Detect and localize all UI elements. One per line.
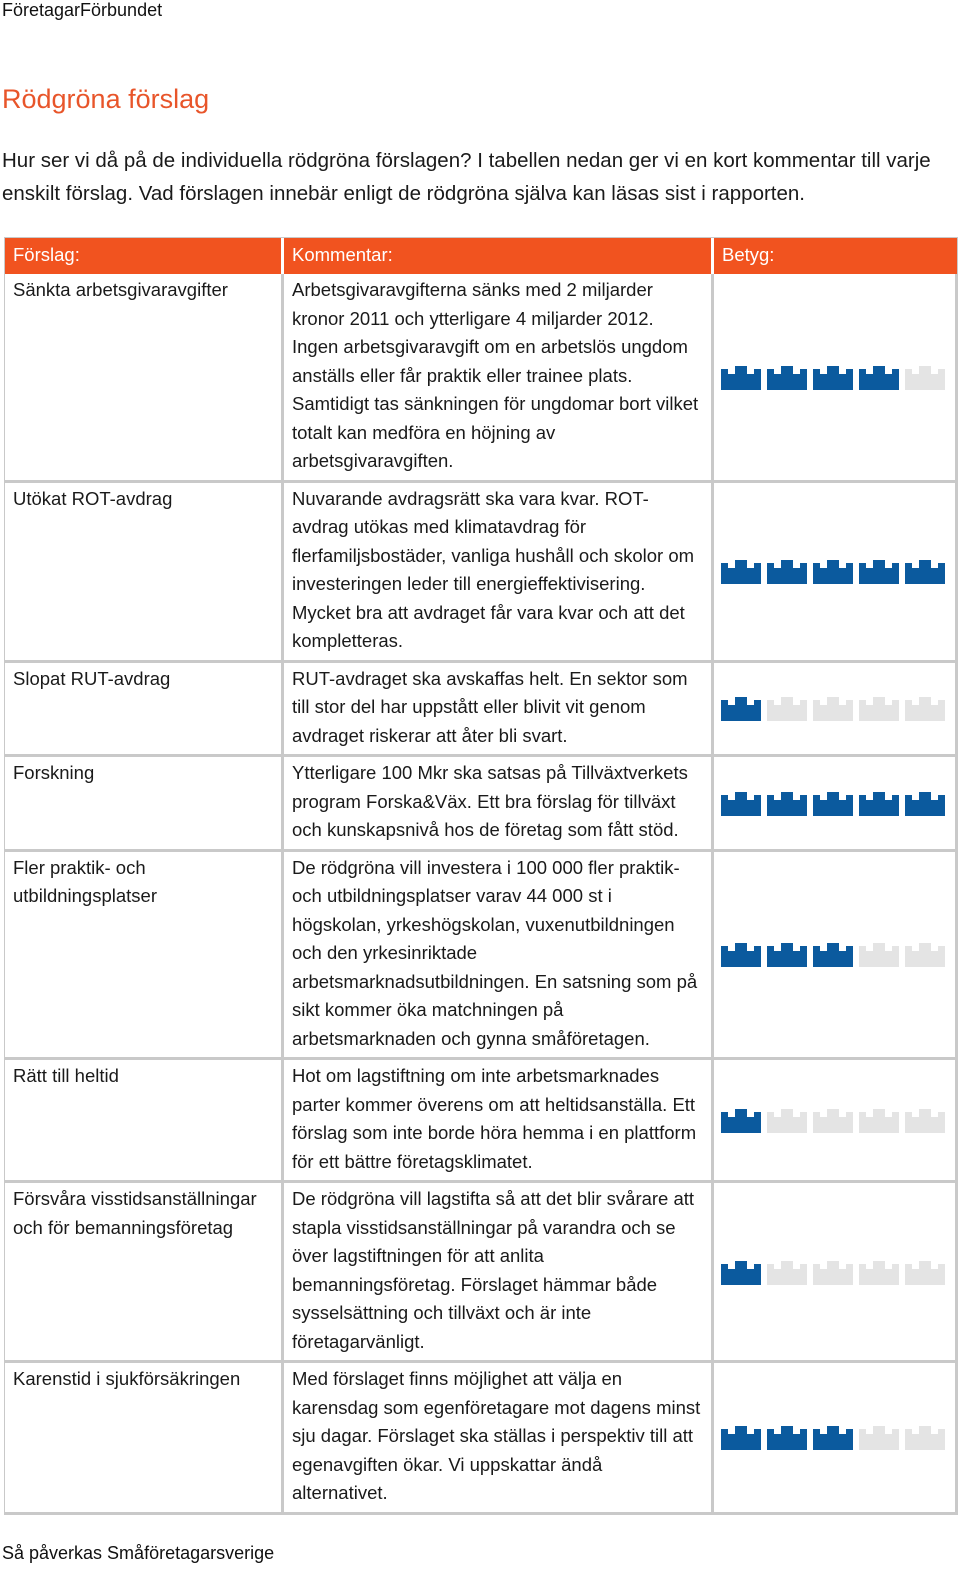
- crown-empty-icon: [812, 694, 854, 722]
- rating-cell: [714, 274, 958, 483]
- crown-filled-icon: [858, 557, 900, 585]
- crown-filled-icon: [766, 789, 808, 817]
- crown-empty-icon: [766, 1106, 808, 1134]
- rating-cell: [714, 663, 958, 758]
- header-proposal: Förslag:: [5, 238, 284, 274]
- proposal-cell: Rätt till heltid: [5, 1060, 284, 1183]
- crown-empty-icon: [904, 1106, 946, 1134]
- crown-filled-icon: [812, 940, 854, 968]
- crown-filled-icon: [720, 1106, 762, 1134]
- footer-text: Så påverkas Småföretagarsverige: [2, 1543, 275, 1563]
- crown-empty-icon: [904, 363, 946, 391]
- crown-filled-icon: [766, 557, 808, 585]
- crown-filled-icon: [720, 363, 762, 391]
- crown-filled-icon: [766, 940, 808, 968]
- comment-cell: RUT-avdraget ska avskaffas helt. En sektor som till stor del har uppstått eller blivit vit genom avdraget riskerar att åter bli svart.: [284, 663, 714, 758]
- crown-filled-icon: [720, 694, 762, 722]
- crown-empty-icon: [904, 694, 946, 722]
- section-title: Rödgröna förslag: [2, 84, 210, 114]
- crown-empty-icon: [858, 940, 900, 968]
- crown-rating: [720, 940, 946, 968]
- crown-filled-icon: [812, 1423, 854, 1451]
- brand-name: FöretagarFörbundet: [2, 0, 163, 20]
- proposal-cell: Slopat RUT-avdrag: [5, 663, 284, 758]
- crown-empty-icon: [904, 1423, 946, 1451]
- crown-rating: [720, 789, 946, 817]
- crown-empty-icon: [766, 1258, 808, 1286]
- rating-cell: [714, 483, 958, 663]
- crown-empty-icon: [904, 940, 946, 968]
- comment-cell: Ytterligare 100 Mkr ska satsas på Tillväxtverkets program Forska&Väx. Ett bra förslag för tillväxt och kunskapsnivå hos de företag som fått stöd.: [284, 757, 714, 852]
- crown-filled-icon: [812, 557, 854, 585]
- crown-filled-icon: [720, 557, 762, 585]
- crown-empty-icon: [858, 1423, 900, 1451]
- crown-filled-icon: [720, 1423, 762, 1451]
- rating-cell: [714, 1363, 958, 1515]
- proposals-table: [4, 237, 958, 1515]
- crown-filled-icon: [904, 557, 946, 585]
- crown-empty-icon: [766, 694, 808, 722]
- proposal-cell: Forskning: [5, 757, 284, 852]
- crown-empty-icon: [812, 1258, 854, 1286]
- crown-filled-icon: [766, 363, 808, 391]
- crown-rating: [720, 1423, 946, 1451]
- rating-cell: [714, 852, 958, 1061]
- comment-cell: De rödgröna vill lagstifta så att det blir svårare att stapla visstidsanställningar på varandra och se över lagstiftningen för att anlita bemanningsföretag. Förslaget hämmar både sysselsättning och tillväxt och är inte företagarvänligt.: [284, 1183, 714, 1363]
- comment-cell: Med förslaget finns möjlighet att välja en karensdag som egenföretagare mot dagens minst sju dagar. Förslaget ska ställas i perspektiv till att egenavgiften ökar. Vi uppskattar ändå alternativet.: [284, 1363, 714, 1515]
- crown-empty-icon: [904, 1258, 946, 1286]
- crown-filled-icon: [858, 363, 900, 391]
- crown-rating: [720, 557, 946, 585]
- comment-cell: Arbetsgivaravgifterna sänks med 2 miljarder kronor 2011 och ytterligare 4 miljarder 2012. Ingen arbetsgivaravgift om en arbetslös ungdom anställs eller får praktik eller trainee plats. Samtidigt tas sänkningen för ungdomar bort vilket totalt kan medföra en höjning av arbetsgivaravgiften.: [284, 274, 714, 483]
- crown-filled-icon: [904, 789, 946, 817]
- crown-filled-icon: [766, 1423, 808, 1451]
- crown-rating: [720, 1258, 946, 1286]
- rating-cell: [714, 757, 958, 852]
- proposal-cell: Utökat ROT-avdrag: [5, 483, 284, 663]
- rating-cell: [714, 1183, 958, 1363]
- proposal-cell: Fler praktik- och utbildningsplatser: [5, 852, 284, 1061]
- rating-cell: [714, 1060, 958, 1183]
- crown-filled-icon: [858, 789, 900, 817]
- crown-filled-icon: [720, 789, 762, 817]
- header-comment: Kommentar:: [284, 238, 714, 274]
- crown-empty-icon: [858, 694, 900, 722]
- crown-filled-icon: [812, 789, 854, 817]
- crown-rating: [720, 694, 946, 722]
- crown-empty-icon: [858, 1106, 900, 1134]
- proposal-cell: Karenstid i sjukförsäkringen: [5, 1363, 284, 1515]
- comment-cell: De rödgröna vill investera i 100 000 fler praktik- och utbildningsplatser varav 44 000 st i högskolan, yrkeshögskolan, vuxenutbildningen och den yrkesinriktade arbetsmarknadsutbildningen. En satsning som på sikt kommer öka matchningen på arbetsmarknaden och gynna småföretagen.: [284, 852, 714, 1061]
- crown-rating: [720, 363, 946, 391]
- crown-empty-icon: [858, 1258, 900, 1286]
- intro-paragraph: Hur ser vi då på de individuella rödgröna förslagen? I tabellen nedan ger vi en kort kommentar till varje enskilt förslag. Vad förslagen innebär enligt de rödgröna själva kan läsas sist i rapporten.: [2, 149, 931, 205]
- crown-rating: [720, 1106, 946, 1134]
- crown-filled-icon: [720, 1258, 762, 1286]
- comment-cell: Nuvarande avdragsrätt ska vara kvar. ROT-avdrag utökas med klimatavdrag för flerfamiljsbostäder, vanliga hushåll och skolor om investeringen leder till energieffektivisering. Mycket bra att avdraget får vara kvar och att det kompletteras.: [284, 483, 714, 663]
- comment-cell: Hot om lagstiftning om inte arbetsmarknades parter kommer överens om att heltidsanställa. Ett förslag som inte borde höra hemma i en plattform för ett bättre företagsklimatet.: [284, 1060, 714, 1183]
- crown-filled-icon: [812, 363, 854, 391]
- crown-filled-icon: [720, 940, 762, 968]
- proposal-cell: Sänkta arbetsgivaravgifter: [5, 274, 284, 483]
- crown-empty-icon: [812, 1106, 854, 1134]
- header-rating: Betyg:: [714, 238, 958, 274]
- proposal-cell: Försvåra visstidsanställningar och för bemanningsföretag: [5, 1183, 284, 1363]
